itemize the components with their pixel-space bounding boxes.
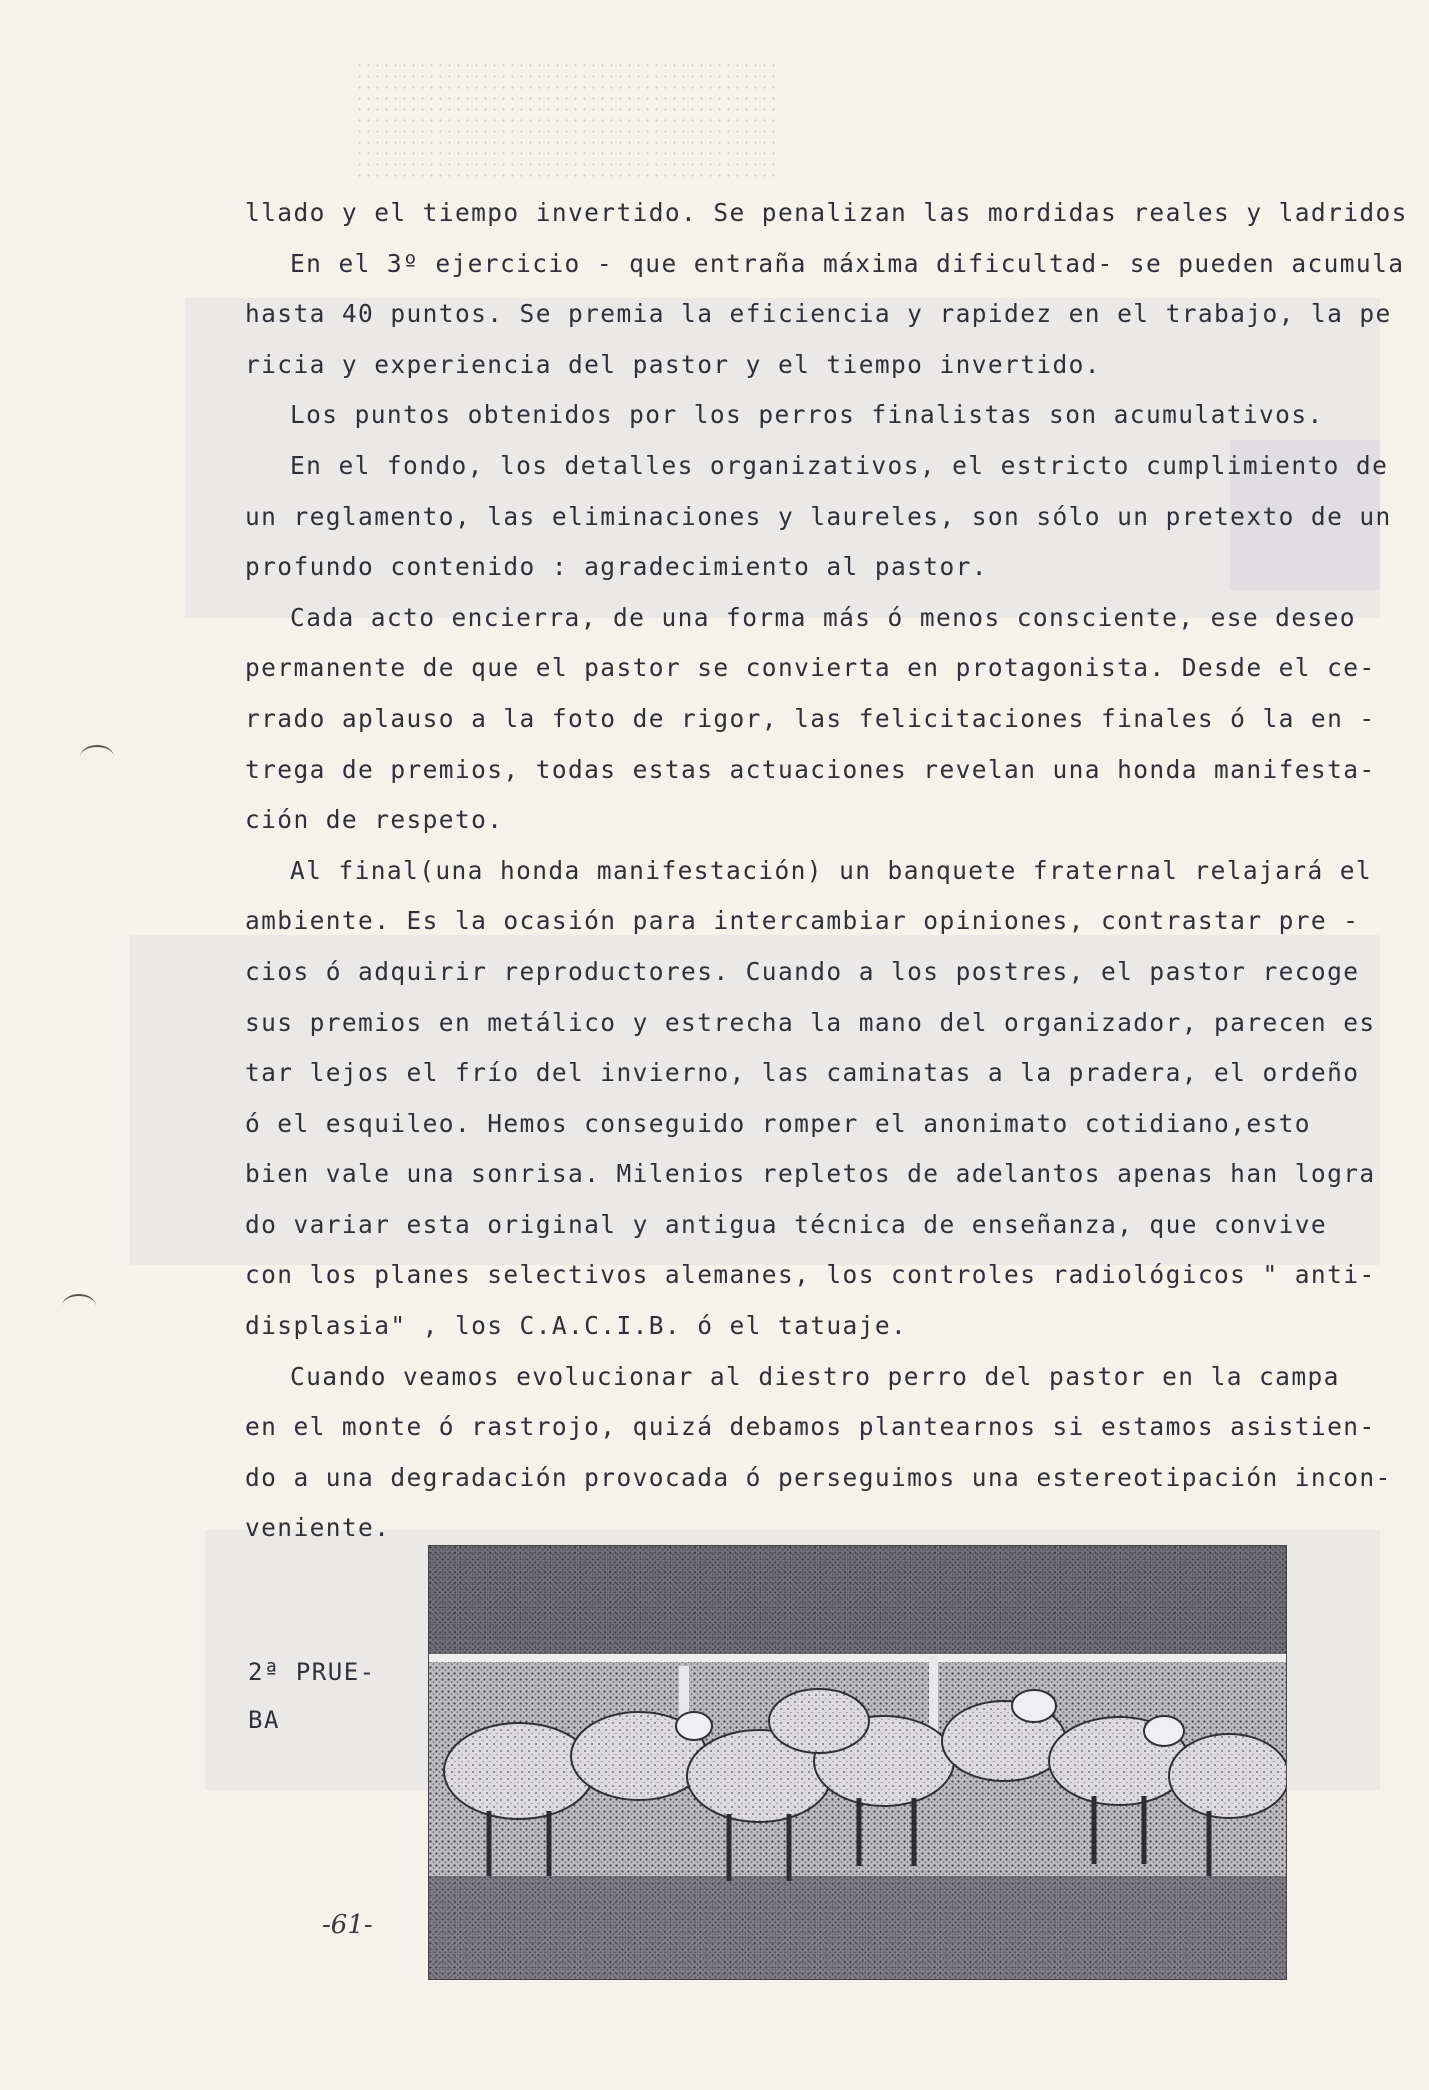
text-line: trega de premios, todas estas actuaciones revelan una honda manifesta- bbox=[245, 754, 1376, 784]
page-number: -61- bbox=[322, 1910, 373, 1940]
text-line: con los planes selectivos alemanes, los controles radiológicos " anti- bbox=[245, 1260, 1376, 1290]
text-line: do variar esta original y antigua técnica de enseñanza, que convive bbox=[245, 1209, 1328, 1239]
text-line: un reglamento, las eliminaciones y laureles, son sólo un pretexto de un bbox=[245, 501, 1392, 531]
text-line: veniente. bbox=[245, 1513, 391, 1543]
text-line: cios ó adquirir reproductores. Cuando a los postres, el pastor recoge bbox=[245, 956, 1360, 986]
text-line: Cada acto encierra, de una forma más ó menos consciente, ese deseo bbox=[290, 602, 1356, 632]
section-label-line: 2ª PRUE- bbox=[248, 1658, 376, 1686]
text-line: En el 3º ejercicio - que entraña máxima dificultad- se pueden acumula bbox=[290, 248, 1405, 278]
photo-illustration bbox=[429, 1546, 1286, 1979]
text-line: ambiente. Es la ocasión para intercambiar opiniones, contrastar pre - bbox=[245, 906, 1360, 936]
text-line: En el fondo, los detalles organizativos, el estricto cumplimiento de bbox=[290, 450, 1389, 480]
text-line: Los puntos obtenidos por los perros finalistas son acumulativos. bbox=[290, 400, 1324, 430]
punch-hole-mark bbox=[62, 1294, 96, 1318]
text-line: en el monte ó rastrojo, quizá debamos plantearnos si estamos asistien- bbox=[245, 1412, 1376, 1442]
text-line: rrado aplauso a la foto de rigor, las felicitaciones finales ó la en - bbox=[245, 703, 1376, 733]
text-line: Cuando veamos evolucionar al diestro perro del pastor en la campa bbox=[290, 1361, 1340, 1391]
text-line: ción de respeto. bbox=[245, 805, 504, 835]
text-line: tar lejos el frío del invierno, las caminatas a la pradera, el ordeño bbox=[245, 1058, 1360, 1088]
punch-hole-mark bbox=[80, 745, 114, 769]
text-line: sus premios en metálico y estrecha la mano del organizador, parecen es bbox=[245, 1007, 1376, 1037]
section-label-line: BA bbox=[248, 1706, 280, 1734]
text-line: ricia y experiencia del pastor y el tiempo invertido. bbox=[245, 349, 1101, 379]
text-line: ó el esquileo. Hemos conseguido romper el anonimato cotidiano,esto bbox=[245, 1108, 1311, 1138]
text-line: displasia" , los C.A.C.I.B. ó el tatuaje. bbox=[245, 1311, 908, 1341]
scan-speckle bbox=[355, 60, 775, 180]
body-text bbox=[245, 188, 1408, 1554]
sheep-flock-photo bbox=[428, 1545, 1287, 1980]
text-line: do a una degradación provocada ó perseguimos una estereotipación incon- bbox=[245, 1462, 1392, 1492]
section-label bbox=[248, 1648, 376, 1744]
text-line: llado y el tiempo invertido. Se penalizan las mordidas reales y ladridos bbox=[245, 198, 1408, 227]
text-line: hasta 40 puntos. Se premia la eficiencia y rapidez en el trabajo, la pe bbox=[245, 299, 1392, 329]
text-line: permanente de que el pastor se convierta en protagonista. Desde el ce- bbox=[245, 653, 1376, 683]
text-line: Al final(una honda manifestación) un banquete fraternal relajará el bbox=[290, 855, 1373, 885]
text-line: bien vale una sonrisa. Milenios repletos de adelantos apenas han logra bbox=[245, 1159, 1376, 1189]
text-line: profundo contenido : agradecimiento al pastor. bbox=[245, 552, 988, 582]
